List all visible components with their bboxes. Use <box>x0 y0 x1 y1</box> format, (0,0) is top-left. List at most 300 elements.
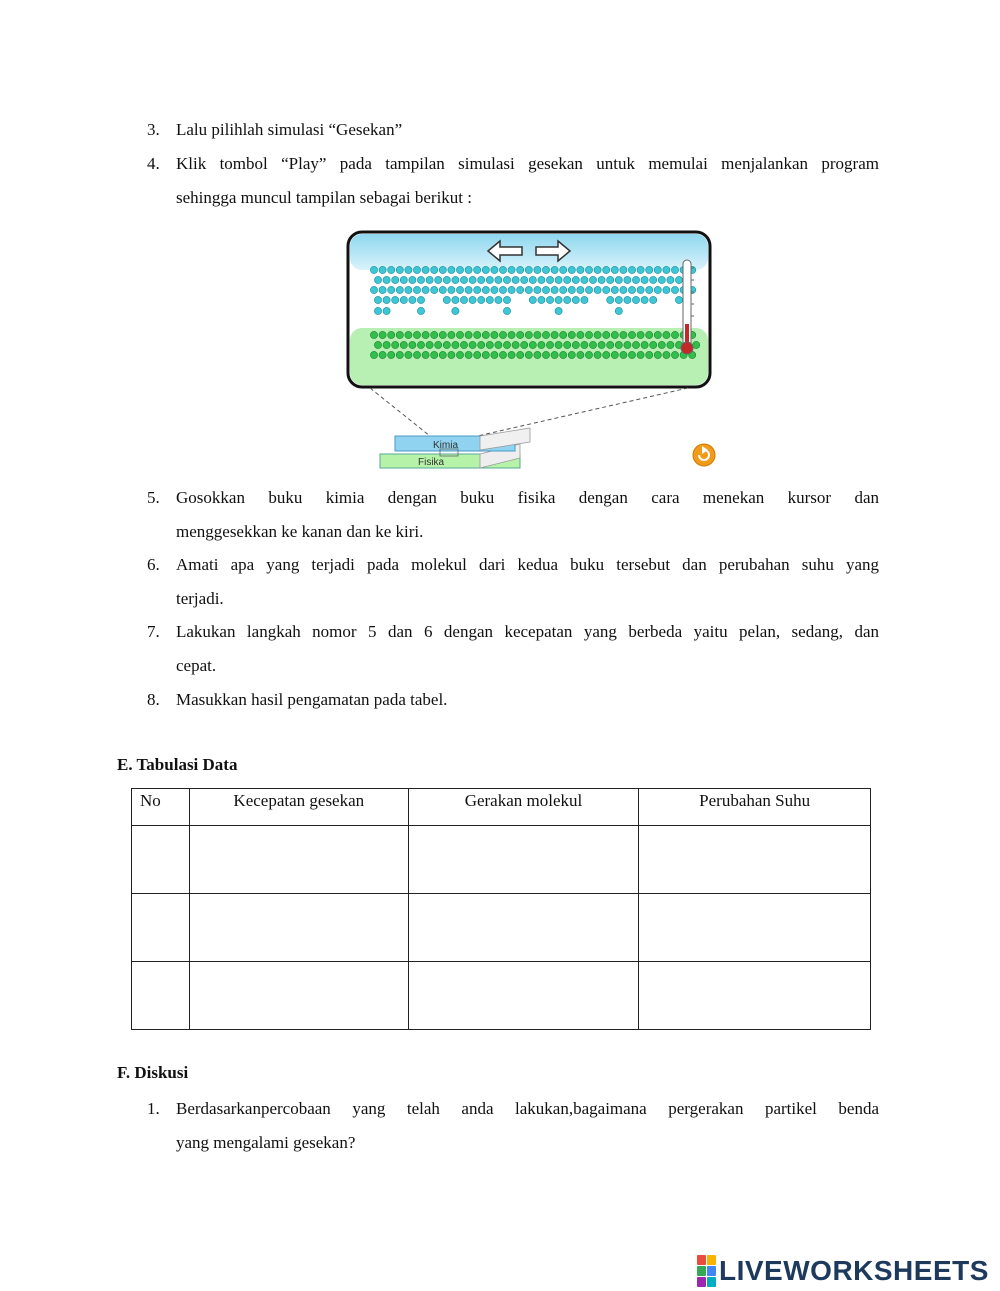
molecule <box>585 266 592 273</box>
molecule <box>392 341 399 348</box>
molecule <box>534 286 541 293</box>
step-3 <box>147 113 879 147</box>
molecule <box>671 286 678 293</box>
molecule <box>628 331 635 338</box>
molecule <box>396 351 403 358</box>
molecule <box>564 296 571 303</box>
molecule <box>379 266 386 273</box>
molecule <box>620 266 627 273</box>
molecule <box>452 296 459 303</box>
molecule <box>560 351 567 358</box>
molecule <box>542 286 549 293</box>
molecule <box>641 276 648 283</box>
molecule <box>581 276 588 283</box>
molecule <box>564 276 571 283</box>
molecule <box>577 331 584 338</box>
molecule <box>646 286 653 293</box>
molecule <box>534 266 541 273</box>
molecule <box>615 276 622 283</box>
molecule <box>396 331 403 338</box>
step-number: 7. <box>147 622 160 641</box>
molecule <box>555 341 562 348</box>
molecule <box>388 351 395 358</box>
molecule <box>671 331 678 338</box>
table-cell[interactable] <box>639 962 871 1030</box>
molecule <box>646 331 653 338</box>
molecule <box>379 286 386 293</box>
step-5 <box>147 481 879 549</box>
molecule <box>624 296 631 303</box>
molecule <box>422 286 429 293</box>
molecule <box>460 296 467 303</box>
molecule <box>374 307 381 314</box>
discussion-question-1 <box>147 1092 879 1160</box>
molecule <box>370 351 377 358</box>
molecule <box>469 276 476 283</box>
molecule <box>478 341 485 348</box>
step-text-line: sehingga muncul tampilan sebagai berikut : <box>176 188 473 207</box>
zoom-line-left <box>370 388 435 440</box>
molecule <box>374 276 381 283</box>
molecule <box>452 307 459 314</box>
molecule <box>581 341 588 348</box>
molecule <box>568 266 575 273</box>
molecule <box>495 341 502 348</box>
molecule <box>603 266 610 273</box>
molecule <box>551 286 558 293</box>
molecule <box>499 286 506 293</box>
molecule <box>594 351 601 358</box>
table-cell[interactable] <box>132 826 190 894</box>
molecule <box>546 296 553 303</box>
molecule <box>499 331 506 338</box>
molecule <box>469 341 476 348</box>
molecule <box>650 276 657 283</box>
molecule <box>486 296 493 303</box>
zoom-line-right <box>460 388 688 440</box>
molecule <box>474 351 481 358</box>
molecule <box>422 351 429 358</box>
molecule <box>551 351 558 358</box>
molecule <box>603 331 610 338</box>
molecule <box>503 296 510 303</box>
molecule <box>431 331 438 338</box>
molecule <box>448 351 455 358</box>
molecule <box>405 286 412 293</box>
molecule <box>555 307 562 314</box>
molecule <box>512 341 519 348</box>
molecule <box>572 276 579 283</box>
molecule <box>508 286 515 293</box>
molecule <box>641 296 648 303</box>
molecule <box>383 296 390 303</box>
molecule <box>671 351 678 358</box>
table-cell[interactable] <box>408 826 639 894</box>
molecule <box>632 341 639 348</box>
molecule <box>374 296 381 303</box>
step-number: 8. <box>147 690 160 709</box>
molecule <box>431 266 438 273</box>
molecule <box>413 266 420 273</box>
molecule <box>417 276 424 283</box>
molecule <box>413 286 420 293</box>
molecule <box>667 341 674 348</box>
physics-book-molecules <box>370 331 699 358</box>
molecule <box>400 341 407 348</box>
molecule <box>654 286 661 293</box>
molecule <box>637 286 644 293</box>
molecule <box>396 266 403 273</box>
molecule <box>529 276 536 283</box>
molecule <box>431 351 438 358</box>
liveworksheets-logo[interactable] <box>697 1254 989 1288</box>
molecule <box>663 266 670 273</box>
table-row <box>132 962 871 1030</box>
step-number: 3. <box>147 120 160 139</box>
molecule <box>435 341 442 348</box>
molecule <box>465 331 472 338</box>
molecule <box>491 351 498 358</box>
molecule <box>383 307 390 314</box>
molecule <box>443 341 450 348</box>
molecule <box>637 351 644 358</box>
molecule <box>508 351 515 358</box>
molecule <box>572 296 579 303</box>
molecule <box>671 266 678 273</box>
molecule <box>409 341 416 348</box>
molecule <box>469 296 476 303</box>
column-header-speed: Kecepatan gesekan <box>189 789 408 826</box>
molecule <box>529 296 536 303</box>
molecule <box>374 341 381 348</box>
molecule <box>392 296 399 303</box>
molecule <box>517 286 524 293</box>
molecule <box>564 341 571 348</box>
molecule <box>482 351 489 358</box>
molecule <box>431 286 438 293</box>
molecule <box>439 266 446 273</box>
reset-icon[interactable] <box>693 444 715 466</box>
molecule <box>370 266 377 273</box>
molecule <box>452 276 459 283</box>
molecule <box>637 266 644 273</box>
molecule <box>632 296 639 303</box>
molecule <box>525 286 532 293</box>
molecule <box>611 351 618 358</box>
molecule <box>594 286 601 293</box>
molecule <box>663 286 670 293</box>
question-text-line: Berdasarkanpercobaan yang telah anda lakukan,bagaimana pergerakan partikel benda <box>176 1099 879 1118</box>
section-f-heading: F. Diskusi <box>117 1063 189 1082</box>
step-text-line: Amati apa yang terjadi pada molekul dari kedua buku tersebut dan perubahan suhu yang <box>176 555 879 574</box>
molecule <box>560 266 567 273</box>
molecule <box>491 286 498 293</box>
logo-blocks-icon <box>697 1255 716 1287</box>
molecule <box>482 286 489 293</box>
molecule <box>443 276 450 283</box>
step-text-line: Klik tombol “Play” pada tampilan simulasi gesekan untuk memulai menjalankan program <box>176 154 879 173</box>
molecule <box>525 266 532 273</box>
step-text-line: Gosokkan buku kimia dengan buku fisika dengan cara menekan kursor dan <box>176 488 879 507</box>
table-cell[interactable] <box>189 962 408 1030</box>
step-number: 5. <box>147 488 160 507</box>
molecule <box>620 351 627 358</box>
table-row <box>132 826 871 894</box>
table-cell[interactable] <box>408 962 639 1030</box>
molecule <box>603 286 610 293</box>
step-8 <box>147 683 879 717</box>
friction-simulation-figure <box>340 228 760 483</box>
molecule <box>615 307 622 314</box>
molecule <box>585 331 592 338</box>
molecule <box>529 341 536 348</box>
table-cell[interactable] <box>639 894 871 962</box>
column-header-motion: Gerakan molekul <box>408 789 639 826</box>
molecule <box>456 331 463 338</box>
molecule <box>607 341 614 348</box>
column-header-no: No <box>132 789 190 826</box>
molecule <box>456 351 463 358</box>
step-text-line: Lakukan langkah nomor 5 dan 6 dengan kecepatan yang berbeda yaitu pelan, sedang, dan <box>176 622 879 641</box>
molecule <box>658 341 665 348</box>
molecule <box>546 341 553 348</box>
molecule <box>646 351 653 358</box>
table-cell[interactable] <box>132 894 190 962</box>
molecule <box>439 331 446 338</box>
table-cell[interactable] <box>189 894 408 962</box>
molecule <box>577 266 584 273</box>
molecule <box>422 331 429 338</box>
molecule <box>383 276 390 283</box>
molecule <box>603 351 610 358</box>
table-cell[interactable] <box>408 894 639 962</box>
table-row <box>132 894 871 962</box>
molecule <box>405 351 412 358</box>
molecule <box>409 276 416 283</box>
logo-text: LIVEWORKSHEETS <box>719 1255 989 1286</box>
molecule <box>534 331 541 338</box>
molecule <box>499 351 506 358</box>
molecule <box>370 286 377 293</box>
section-e-heading: E. Tabulasi Data <box>117 755 238 774</box>
step-7 <box>147 615 879 683</box>
molecule <box>503 307 510 314</box>
molecule <box>491 266 498 273</box>
physics-book-label: Fisika <box>418 457 445 468</box>
molecule <box>448 286 455 293</box>
molecule <box>598 276 605 283</box>
molecule <box>413 351 420 358</box>
molecule <box>379 331 386 338</box>
step-number: 4. <box>147 154 160 173</box>
molecule <box>409 296 416 303</box>
molecule <box>654 331 661 338</box>
molecule <box>460 341 467 348</box>
step-text: Masukkan hasil pengamatan pada tabel. <box>176 690 448 709</box>
molecule <box>474 331 481 338</box>
molecule <box>439 286 446 293</box>
molecule <box>460 276 467 283</box>
molecule <box>577 351 584 358</box>
molecule <box>465 286 472 293</box>
molecule <box>426 341 433 348</box>
molecule <box>517 331 524 338</box>
molecule <box>654 266 661 273</box>
molecule <box>448 331 455 338</box>
molecule <box>693 341 700 348</box>
molecule <box>456 286 463 293</box>
molecule <box>417 341 424 348</box>
molecule <box>448 266 455 273</box>
molecule <box>542 266 549 273</box>
molecule <box>512 276 519 283</box>
molecule <box>555 276 562 283</box>
molecule <box>405 331 412 338</box>
molecule <box>577 286 584 293</box>
molecule <box>521 341 528 348</box>
molecule <box>542 331 549 338</box>
step-text: Lalu pilihlah simulasi “Gesekan” <box>176 120 403 139</box>
molecule <box>503 341 510 348</box>
molecule <box>667 276 674 283</box>
molecule <box>572 341 579 348</box>
molecule <box>486 341 493 348</box>
molecule <box>495 276 502 283</box>
molecule <box>521 276 528 283</box>
molecule <box>589 276 596 283</box>
molecule <box>658 276 665 283</box>
molecule <box>422 266 429 273</box>
molecule <box>486 276 493 283</box>
molecule <box>517 266 524 273</box>
molecule <box>538 296 545 303</box>
molecule <box>534 351 541 358</box>
molecule <box>379 351 386 358</box>
molecule <box>615 296 622 303</box>
molecule <box>646 266 653 273</box>
table-cell[interactable] <box>189 826 408 894</box>
data-table <box>131 788 871 1030</box>
molecule <box>594 266 601 273</box>
molecule <box>607 296 614 303</box>
molecule <box>478 296 485 303</box>
molecule <box>542 351 549 358</box>
molecule <box>675 296 682 303</box>
question-number: 1. <box>147 1099 160 1118</box>
molecule <box>546 276 553 283</box>
table-cell[interactable] <box>132 962 190 1030</box>
molecule <box>663 351 670 358</box>
molecule <box>388 266 395 273</box>
molecule <box>615 341 622 348</box>
molecule <box>628 286 635 293</box>
molecule <box>517 351 524 358</box>
molecule <box>598 341 605 348</box>
molecule <box>589 341 596 348</box>
molecule <box>525 331 532 338</box>
molecule <box>435 276 442 283</box>
molecule <box>388 331 395 338</box>
molecule <box>383 341 390 348</box>
molecule <box>628 351 635 358</box>
molecule <box>663 331 670 338</box>
molecule <box>452 341 459 348</box>
chemistry-book-label: Kimia <box>433 440 459 451</box>
molecule <box>478 276 485 283</box>
molecule <box>503 276 510 283</box>
molecule <box>388 286 395 293</box>
molecule <box>396 286 403 293</box>
molecule <box>555 296 562 303</box>
molecule <box>392 276 399 283</box>
molecule <box>568 331 575 338</box>
step-text-line: menggesekkan ke kanan dan ke kiri. <box>176 522 424 541</box>
molecule <box>560 331 567 338</box>
step-text-line: terjadi. <box>176 589 224 608</box>
molecule <box>581 296 588 303</box>
molecule <box>568 286 575 293</box>
molecule <box>624 276 631 283</box>
molecule <box>594 331 601 338</box>
molecule <box>585 351 592 358</box>
table-cell[interactable] <box>639 826 871 894</box>
molecule <box>675 276 682 283</box>
molecule <box>611 266 618 273</box>
molecule <box>417 296 424 303</box>
molecule <box>495 296 502 303</box>
molecule <box>611 331 618 338</box>
molecule <box>637 331 644 338</box>
step-number: 6. <box>147 555 160 574</box>
molecule <box>413 331 420 338</box>
molecule <box>538 341 545 348</box>
step-6 <box>147 548 879 616</box>
step-text-line: cepat. <box>176 656 217 675</box>
molecule <box>525 351 532 358</box>
molecule <box>508 266 515 273</box>
molecule <box>560 286 567 293</box>
molecule <box>491 331 498 338</box>
molecule <box>624 341 631 348</box>
molecule <box>417 307 424 314</box>
molecule <box>538 276 545 283</box>
molecule <box>611 286 618 293</box>
molecule <box>508 331 515 338</box>
table-header-row <box>132 789 871 826</box>
molecule <box>456 266 463 273</box>
question-text-line: yang mengalami gesekan? <box>176 1133 356 1152</box>
molecule <box>568 351 575 358</box>
molecule <box>439 351 446 358</box>
molecule <box>585 286 592 293</box>
molecule <box>607 276 614 283</box>
molecule <box>650 341 657 348</box>
molecule <box>620 286 627 293</box>
molecule <box>443 296 450 303</box>
molecule <box>474 286 481 293</box>
step-4 <box>147 147 879 215</box>
molecule <box>482 331 489 338</box>
molecule <box>474 266 481 273</box>
molecule <box>628 266 635 273</box>
molecule <box>499 266 506 273</box>
molecule <box>551 331 558 338</box>
molecule <box>370 331 377 338</box>
column-header-temperature: Perubahan Suhu <box>639 789 871 826</box>
molecule <box>654 351 661 358</box>
molecule <box>641 341 648 348</box>
molecule <box>405 266 412 273</box>
